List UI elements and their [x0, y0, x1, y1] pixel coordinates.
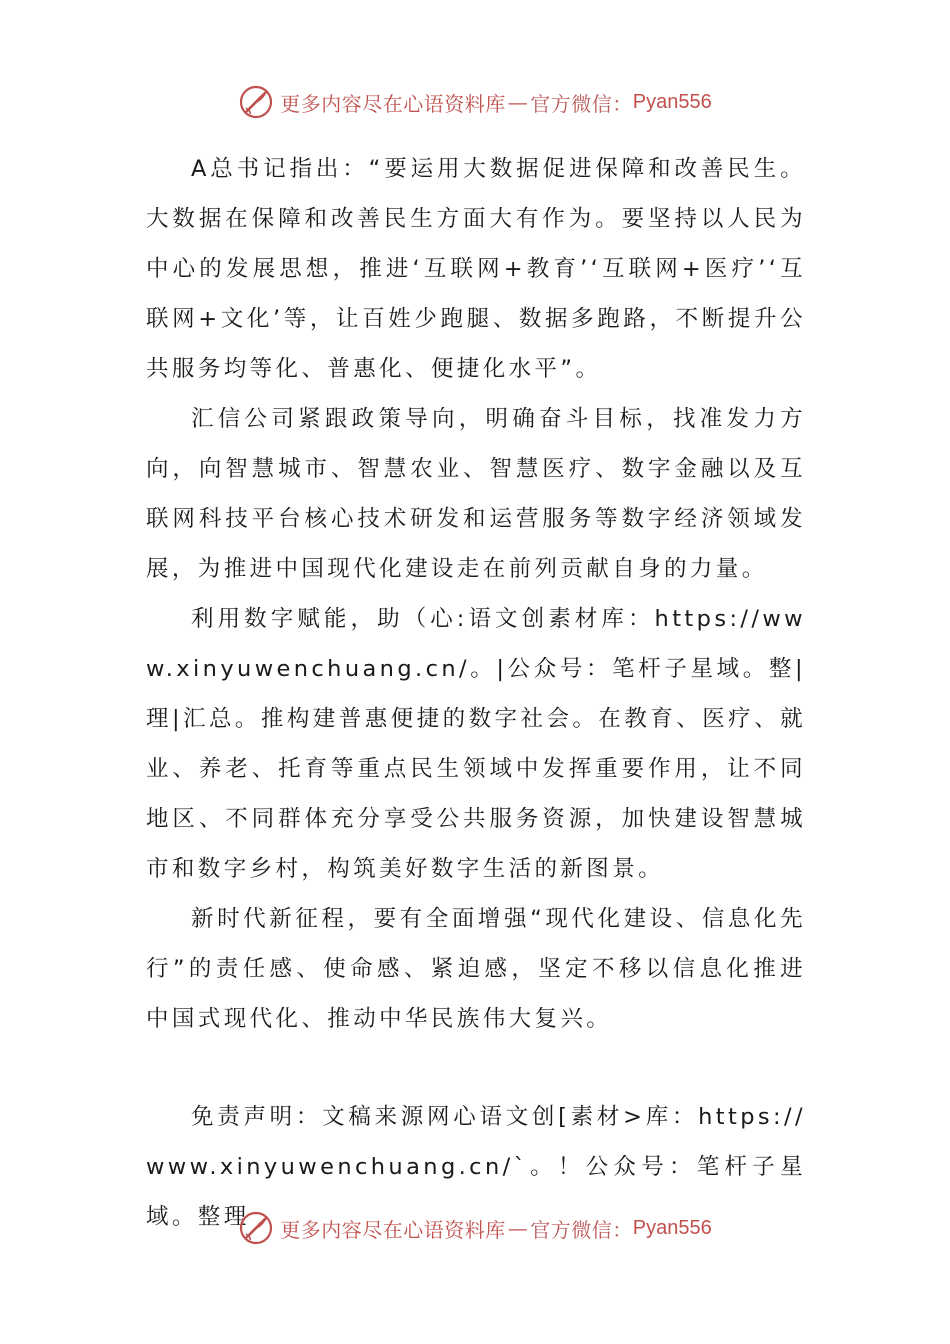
disclaimer: 免责声明：文稿来源网心语文创[素材>库：https://www.xinyuwenchuang.cn/`。！公众号：笔杆子星域。整理 — [146, 1104, 806, 1230]
paragraph-4: 新时代新征程，要有全面增强“现代化建设、信息化先行”的责任感、使命感、紧迫感，坚定不移以信息化推进中国式现代化、推动中华民族伟大复兴。 — [146, 906, 806, 1032]
footer-banner — [0, 1208, 950, 1248]
banner-wechat-id: Pyan556 — [632, 1216, 712, 1239]
banner-wechat-id: Pyan556 — [632, 90, 712, 113]
banner-text: 更多内容尽在心语资料库 — [280, 91, 506, 116]
banner-separator: — — [507, 1216, 529, 1240]
quill-circle-icon — [238, 1210, 274, 1246]
paragraph-1: A总书记指出：“要运用大数据促进保障和改善民生。大数据在保障和改善民生方面大有作为。要坚持以人民为中心的发展思想，推进‘互联网+教育’‘互联网+医疗’‘互联网+文化’等，让百姓少跑腿、数据多跑路，不断提升公共服务均等化、普惠化、便捷化水平”。 — [146, 156, 806, 382]
paragraph-3: 利用数字赋能，助（心:语文创素材库：https://www.xinyuwenchuang.cn/。|公众号：笔杆子星域。整|理|汇总。推构建普惠便捷的数字社会。在教育、医疗、就业、养老、托育等重点民生领域中发挥重要作用，让不同地区、不同群体充分享受公共服务资源，加快建设智慧城市和数字乡村，构筑美好数字生活的新图景。 — [146, 606, 806, 882]
paragraph-2: 汇信公司紧跟政策导向，明确奋斗目标，找准发力方向，向智慧城市、智慧农业、智慧医疗、数字金融以及互联网科技平台核心技术研发和运营服务等数字经济领域发展，为推进中国现代化建设走在前列贡献自身的力量。 — [146, 406, 806, 582]
header-banner — [0, 82, 950, 122]
quill-circle-icon — [238, 84, 274, 120]
banner-official-label: 官方微信： — [530, 91, 633, 116]
document-body — [146, 144, 806, 1242]
banner-official-label: 官方微信： — [530, 1217, 633, 1242]
banner-text: 更多内容尽在心语资料库 — [280, 1217, 506, 1242]
banner-separator: — — [507, 90, 529, 114]
